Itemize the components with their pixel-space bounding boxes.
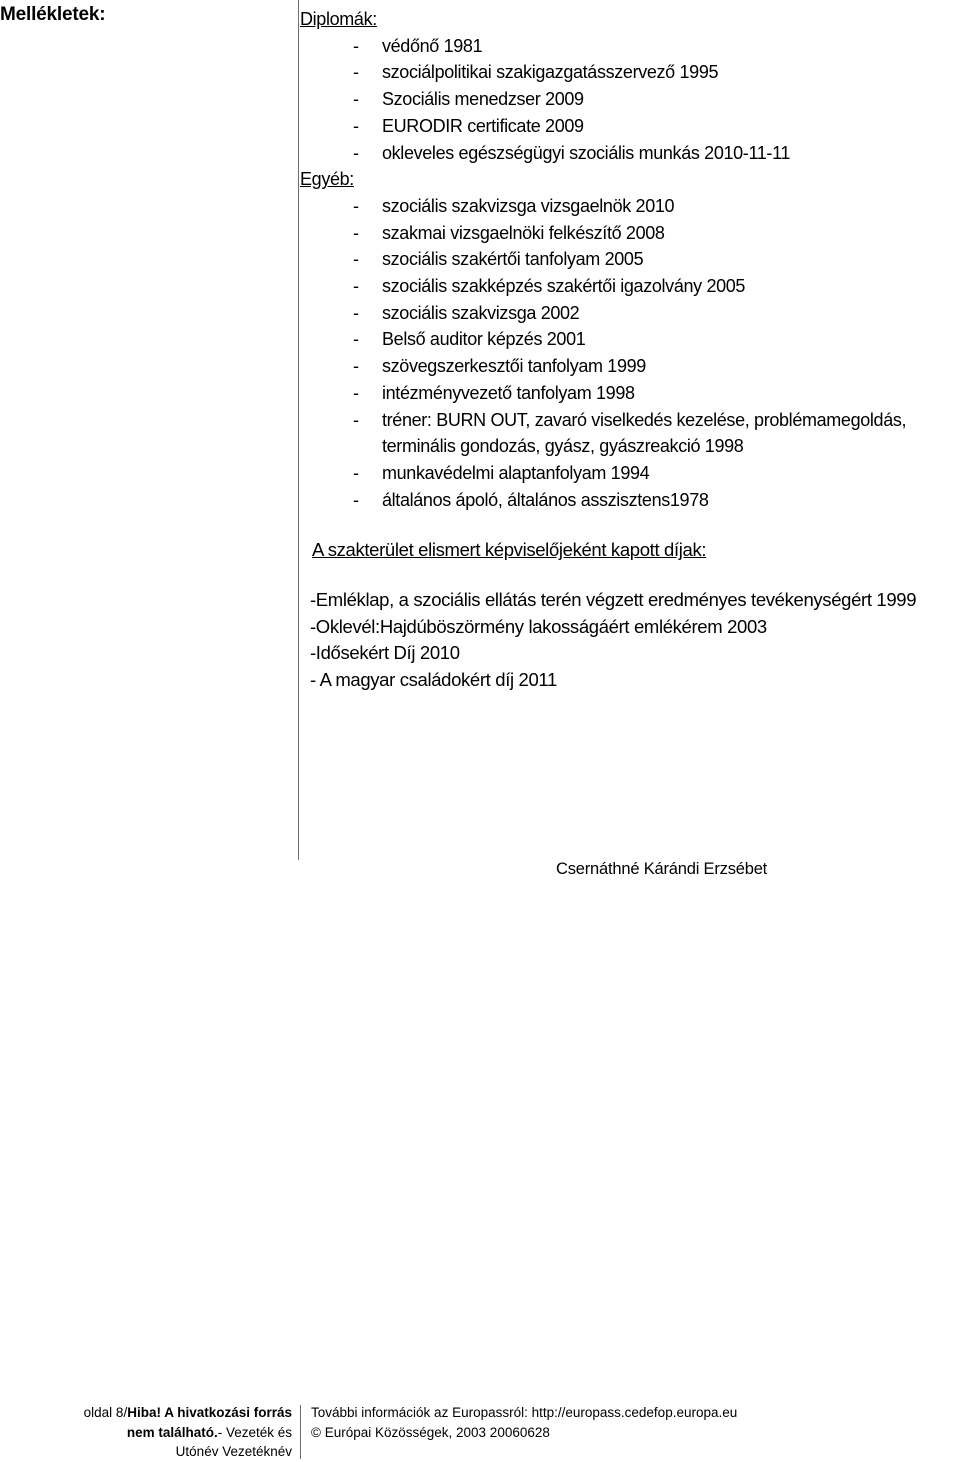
section-label-attachments: Mellékletek: [0, 4, 106, 25]
list-dash: - [353, 329, 359, 350]
other-item [300, 300, 960, 327]
diploma-item [300, 113, 960, 140]
footer-europass-info [311, 1403, 737, 1442]
other-item-text: tréner: BURN OUT, zavaró viselkedés kezelése, problémamegoldás, terminális gondozás, gyász, gyászreakció 1998 [382, 409, 907, 457]
footer-name-line-1: - Vezeték és [217, 1424, 292, 1440]
awards-title: A szakterület elismert képviselőjeként kapott díjak: [312, 539, 707, 561]
other-item [300, 246, 960, 273]
footer-error-text: Hiba! A hivatkozási forrás nem található. [126, 1405, 292, 1440]
other-item [300, 407, 960, 460]
award-item: -Oklevél:Hajdúböszörmény lakosságáért emlékérem 2003 [310, 615, 767, 637]
diploma-item-text: okleveles egészségügyi szociális munkás 2010-11-11 [382, 142, 791, 163]
other-item [300, 487, 960, 514]
other-item [300, 380, 960, 407]
other-item [300, 220, 960, 247]
award-item: - A magyar családokért díj 2011 [310, 669, 557, 691]
footer-info-line: További információk az Europassról: http://europass.cedefop.europa.eu [311, 1405, 738, 1420]
other-item [300, 326, 960, 353]
diploma-item [300, 33, 960, 60]
diploma-item-text: EURODIR certificate 2009 [382, 115, 584, 136]
other-item-text: szociális szakképzés szakértői igazolvány 2005 [382, 276, 746, 297]
diploma-item-text: szociálpolitikai szakigazgatásszervező 1995 [382, 62, 719, 83]
list-dash: - [353, 89, 359, 110]
list-dash: - [353, 302, 359, 323]
list-dash: - [353, 409, 359, 430]
list-dash: - [353, 62, 359, 83]
diploma-item-text: védőnő 1981 [382, 35, 483, 56]
column-divider [298, 0, 299, 860]
diploma-item [300, 140, 960, 167]
other-item [300, 193, 960, 220]
footer-copyright-line: © Európai Közösségek, 2003 20060628 [311, 1424, 550, 1440]
footer-page-info [60, 1403, 292, 1462]
diplomas-list [300, 33, 960, 167]
award-item: -Emléklap, a szociális ellátás terén végzett eredményes tevékenységért 1999 [310, 589, 917, 611]
list-dash: - [353, 195, 359, 216]
other-item [300, 273, 960, 300]
list-dash: - [353, 276, 359, 297]
list-dash: - [353, 462, 359, 483]
list-dash: - [353, 489, 359, 510]
other-item-text: szociális szakértői tanfolyam 2005 [382, 249, 644, 270]
attachments-content [300, 6, 960, 694]
other-item-text: szövegszerkesztői tanfolyam 1999 [382, 356, 646, 377]
list-dash: - [353, 142, 359, 163]
list-dash: - [353, 382, 359, 403]
footer-divider [300, 1405, 301, 1459]
award-item: -Idősekért Díj 2010 [310, 642, 460, 664]
footer-page-prefix: oldal 8/ [83, 1405, 128, 1420]
other-title: Egyéb: [300, 169, 354, 190]
diploma-item-text: Szociális menedzser 2009 [382, 89, 584, 110]
other-item-text: szakmai vizsgaelnöki felkészítő 2008 [382, 222, 665, 243]
other-item [300, 353, 960, 380]
list-dash: - [353, 249, 359, 270]
diplomas-title: Diplomák: [300, 9, 377, 29]
list-dash: - [353, 35, 359, 56]
footer-name-line-2: Utónév Vezetéknév [175, 1444, 292, 1459]
diploma-item [300, 86, 960, 113]
other-item-text: szociális szakvizsga vizsgaelnök 2010 [382, 195, 675, 216]
other-item-text: intézményvezető tanfolyam 1998 [382, 382, 635, 403]
other-list [300, 193, 960, 513]
list-dash: - [353, 222, 359, 243]
other-item [300, 460, 960, 487]
list-dash: - [353, 356, 359, 377]
diploma-item [300, 59, 960, 86]
list-dash: - [353, 115, 359, 136]
other-item-text: munkavédelmi alaptanfolyam 1994 [382, 462, 650, 483]
awards-list [300, 587, 960, 694]
other-item-text: Belső auditor képzés 2001 [382, 329, 586, 350]
signature-name: Csernáthné Kárándi Erzsébet [556, 860, 768, 878]
other-item-text: szociális szakvizsga 2002 [382, 302, 580, 323]
other-item-text: általános ápoló, általános asszisztens1978 [382, 489, 709, 510]
